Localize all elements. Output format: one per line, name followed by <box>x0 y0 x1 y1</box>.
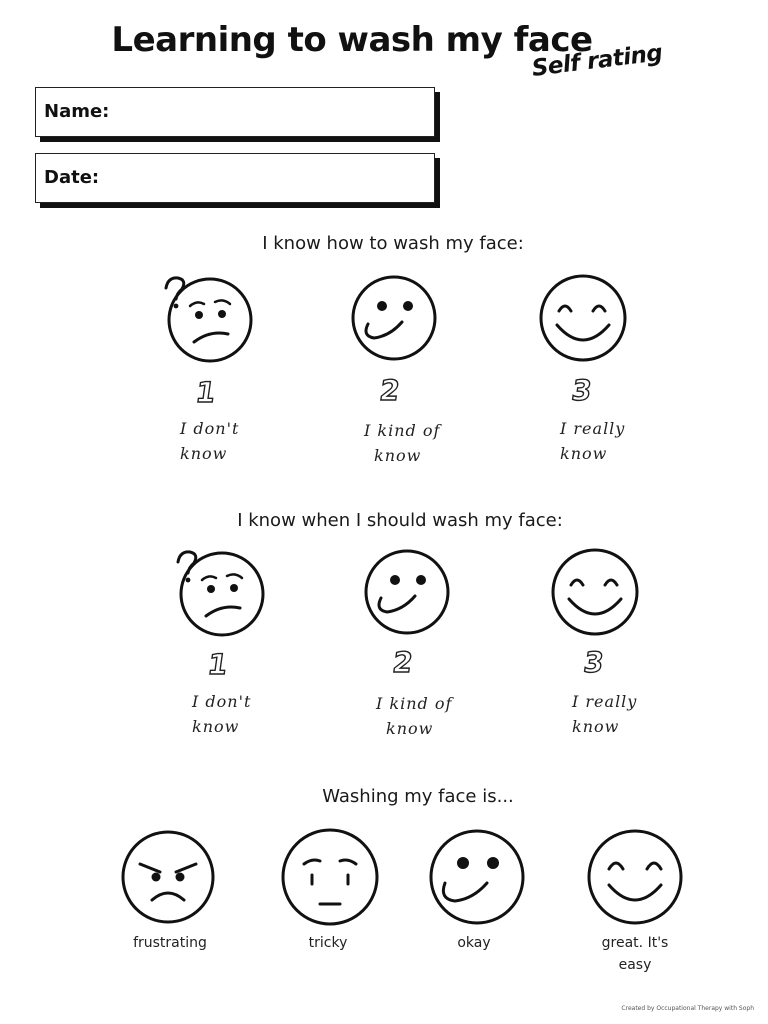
date-label: Date: <box>44 167 100 188</box>
caption-line: know <box>560 444 608 463</box>
rating-number-3: 3 <box>569 374 594 407</box>
rating-number-2: 2 <box>390 646 415 679</box>
happy-face-icon[interactable] <box>585 829 685 925</box>
mood-label-tricky <box>258 932 398 954</box>
mood-label-line: frustrating <box>133 935 207 951</box>
happy-face-icon[interactable] <box>537 273 629 363</box>
question-washing-is: Washing my face is... <box>322 786 514 807</box>
caption-line: know <box>192 717 240 736</box>
caption-really-know <box>572 689 652 739</box>
mood-label-great <box>565 932 705 976</box>
date-field[interactable] <box>35 153 435 203</box>
mood-label-okay <box>404 932 544 954</box>
caption-line: I really <box>572 692 638 711</box>
confused-face-icon[interactable] <box>160 272 255 364</box>
mood-label-line: easy <box>618 957 652 973</box>
question-when: I know when I should wash my face: <box>237 510 563 531</box>
caption-line: I really <box>560 419 626 438</box>
question-how: I know how to wash my face: <box>262 233 524 254</box>
caption-line: know <box>386 719 434 738</box>
rating-number-1: 1 <box>193 376 218 409</box>
happy-face-icon[interactable] <box>549 547 641 637</box>
smirk-face-icon[interactable] <box>427 829 527 925</box>
name-label: Name: <box>44 101 110 122</box>
caption-line: know <box>180 444 228 463</box>
name-field[interactable] <box>35 87 435 137</box>
mood-label-line: okay <box>457 935 491 951</box>
rating-number-3: 3 <box>581 646 606 679</box>
angry-face-icon[interactable] <box>118 830 218 924</box>
smirk-face-icon[interactable] <box>361 548 453 636</box>
caption-kind-of-know <box>364 418 449 468</box>
mood-label-frustrating <box>100 932 240 954</box>
caption-really-know <box>560 416 640 466</box>
footer-credit: Created by Occupational Therapy with Soph <box>621 1005 754 1012</box>
worried-face-icon[interactable] <box>278 828 382 926</box>
caption-dont-know <box>180 416 250 466</box>
mood-label-line: great. It's <box>601 935 669 951</box>
page-title: Learning to wash my face <box>111 20 593 60</box>
caption-line: I kind of <box>376 694 453 713</box>
caption-dont-know <box>192 689 262 739</box>
caption-line: know <box>572 717 620 736</box>
rating-number-1: 1 <box>205 648 230 681</box>
page-subtitle: Self rating <box>530 40 664 82</box>
caption-kind-of-know <box>376 691 461 741</box>
caption-line: I kind of <box>364 421 441 440</box>
caption-line: I don't <box>180 419 240 438</box>
mood-label-line: tricky <box>308 935 348 951</box>
rating-number-2: 2 <box>377 374 402 407</box>
confused-face-icon[interactable] <box>172 546 267 638</box>
smirk-face-icon[interactable] <box>348 274 440 362</box>
caption-line: I don't <box>192 692 252 711</box>
caption-line: know <box>374 446 422 465</box>
